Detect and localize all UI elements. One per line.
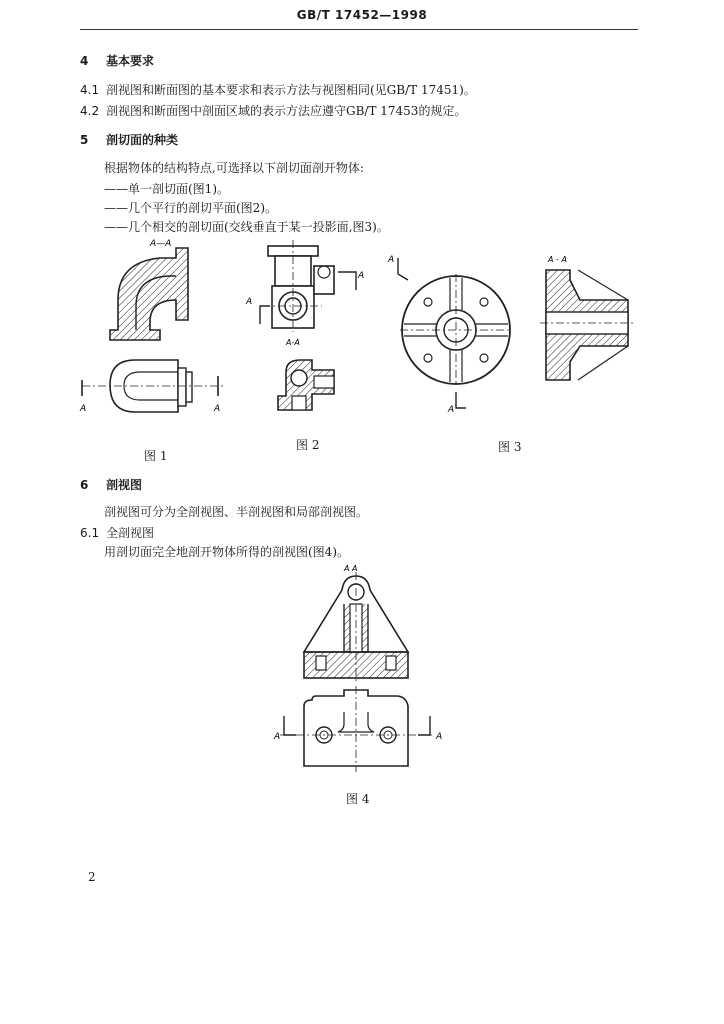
figure-1-caption: 图 1	[144, 449, 168, 463]
section-title: 基本要求	[106, 54, 155, 68]
figure-2-caption: 图 2	[296, 438, 320, 452]
figure-4-arrow-letter: A	[274, 732, 281, 742]
section-6-intro: 剖视图可分为全剖视图、半剖视图和局部剖视图。	[104, 505, 369, 519]
clause-6-1-text: 用剖切面完全地剖开物体所得的剖视图(图4)。	[104, 545, 349, 559]
page-header-standard: GB/T 17452—1998	[296, 8, 428, 22]
figure-3-caption: 图 3	[498, 440, 522, 454]
section-5-item: ——几个平行的剖切平面(图2)。	[104, 201, 277, 215]
section-5-item: ——几个相交的剖切面(交线垂直于某一投影面,图3)。	[104, 220, 389, 234]
figure-1-section-label: A—A	[150, 239, 172, 249]
section-title: 剖视图	[106, 478, 143, 492]
figure-1-arrow-letter: A	[214, 404, 221, 414]
clause-title: 全剖视图	[106, 526, 155, 540]
section-5-item: ——单一剖切面(图1)。	[104, 182, 229, 196]
clause-number: 6.1	[80, 526, 100, 540]
section-number: 5	[80, 133, 89, 147]
figure-4-arrow-letter: A	[436, 732, 443, 742]
cutting-plane-right	[418, 716, 430, 735]
figure-3-section-label: A - A	[548, 255, 567, 264]
clause-number: 4.1	[80, 83, 100, 97]
section-number: 4	[80, 54, 89, 68]
figure-2-arrow-letter: A	[358, 271, 365, 281]
section-number: 6	[80, 478, 89, 492]
figure-4-section-label: A A	[344, 564, 358, 573]
figure-2-arrow-letter: A	[246, 297, 253, 307]
clause-text: 剖视图和断面图的基本要求和表示方法与视图相同(见GB/T 17451)。	[106, 83, 476, 97]
figure-3-arrow-letter: A	[448, 405, 455, 415]
page-number: 2	[88, 870, 96, 884]
figure-4-caption: 图 4	[346, 792, 370, 806]
bracket-base-hole	[386, 656, 396, 670]
figure-2-section-label: A-A	[286, 338, 300, 347]
cutting-plane-left	[284, 716, 296, 735]
section-5-intro: 根据物体的结构特点,可选择以下剖切面剖开物体:	[104, 161, 364, 175]
figure-3-arrow-letter: A	[388, 255, 395, 265]
clause-number: 4.2	[80, 104, 100, 118]
bracket-base-hole	[316, 656, 326, 670]
figure-1-arrow-letter: A	[80, 404, 87, 414]
clause-text: 剖视图和断面图中剖面区域的表示方法应遵守GB/T 17453的规定。	[106, 104, 467, 118]
section-title: 剖切面的种类	[106, 133, 179, 147]
